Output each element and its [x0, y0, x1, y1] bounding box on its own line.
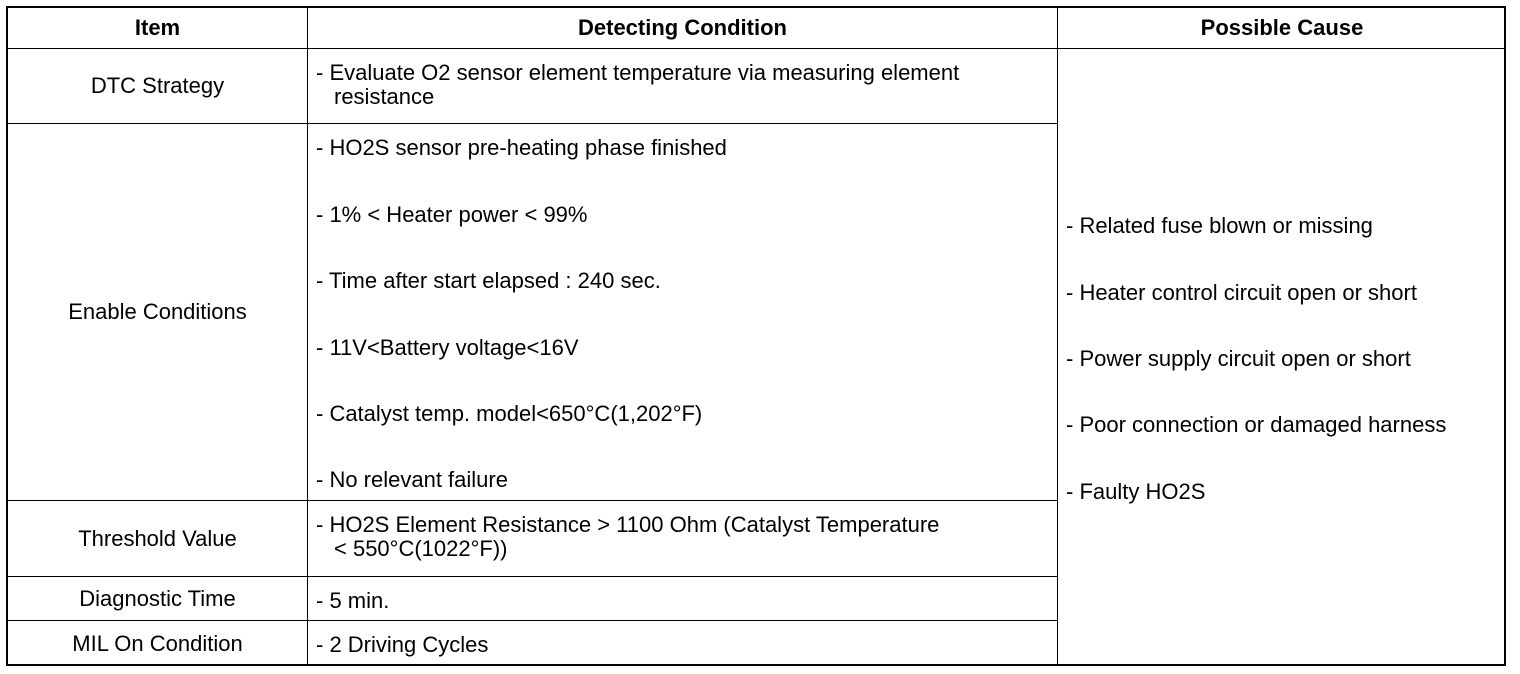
item-dtc-strategy: DTC Strategy	[90, 73, 225, 98]
condition-battery-voltage: - 11V<Battery voltage<16V	[316, 335, 579, 360]
cause-power-supply-circuit: - Power supply circuit open or short	[1066, 346, 1411, 371]
condition-heater-power: - 1% < Heater power < 99%	[316, 202, 588, 227]
column-divider	[307, 8, 308, 664]
item-diagnostic-time: Diagnostic Time	[79, 585, 236, 611]
condition-catalyst-temp: - Catalyst temp. model<650°C(1,202°F)	[316, 401, 703, 426]
dtc-table	[6, 6, 1506, 666]
condition-diagnostic-time: - 5 min.	[316, 588, 390, 613]
condition-time-after-start: - Time after start elapsed : 240 sec.	[316, 268, 661, 293]
item-enable-conditions: Enable Conditions	[68, 299, 247, 324]
condition-text-continued: < 550°C(1022°F))	[334, 536, 508, 561]
condition-no-failure: - No relevant failure	[316, 467, 508, 492]
item-mil-on-condition: MIL On Condition	[72, 630, 243, 656]
condition-dtc-strategy	[316, 61, 1056, 109]
cause-faulty-ho2s: - Faulty HO2S	[1066, 479, 1206, 504]
header-detecting-condition: Detecting Condition	[578, 15, 787, 40]
header-possible-cause: Possible Cause	[1200, 15, 1364, 40]
condition-preheating: - HO2S sensor pre-heating phase finished	[316, 135, 727, 160]
cause-fuse: - Related fuse blown or missing	[1066, 213, 1373, 238]
header-item: Item	[134, 15, 181, 40]
item-threshold-value: Threshold Value	[78, 525, 237, 551]
cause-poor-connection: - Poor connection or damaged harness	[1066, 412, 1447, 437]
condition-threshold	[316, 513, 1056, 561]
condition-text-continued: resistance	[334, 84, 435, 109]
column-divider	[1057, 8, 1058, 664]
cause-heater-control-circuit: - Heater control circuit open or short	[1066, 280, 1417, 305]
condition-text: - Evaluate O2 sensor element temperature via measuring element	[316, 60, 960, 85]
condition-text: - HO2S Element Resistance > 1100 Ohm (Catalyst Temperature	[316, 512, 940, 537]
condition-mil-on: - 2 Driving Cycles	[316, 632, 489, 657]
